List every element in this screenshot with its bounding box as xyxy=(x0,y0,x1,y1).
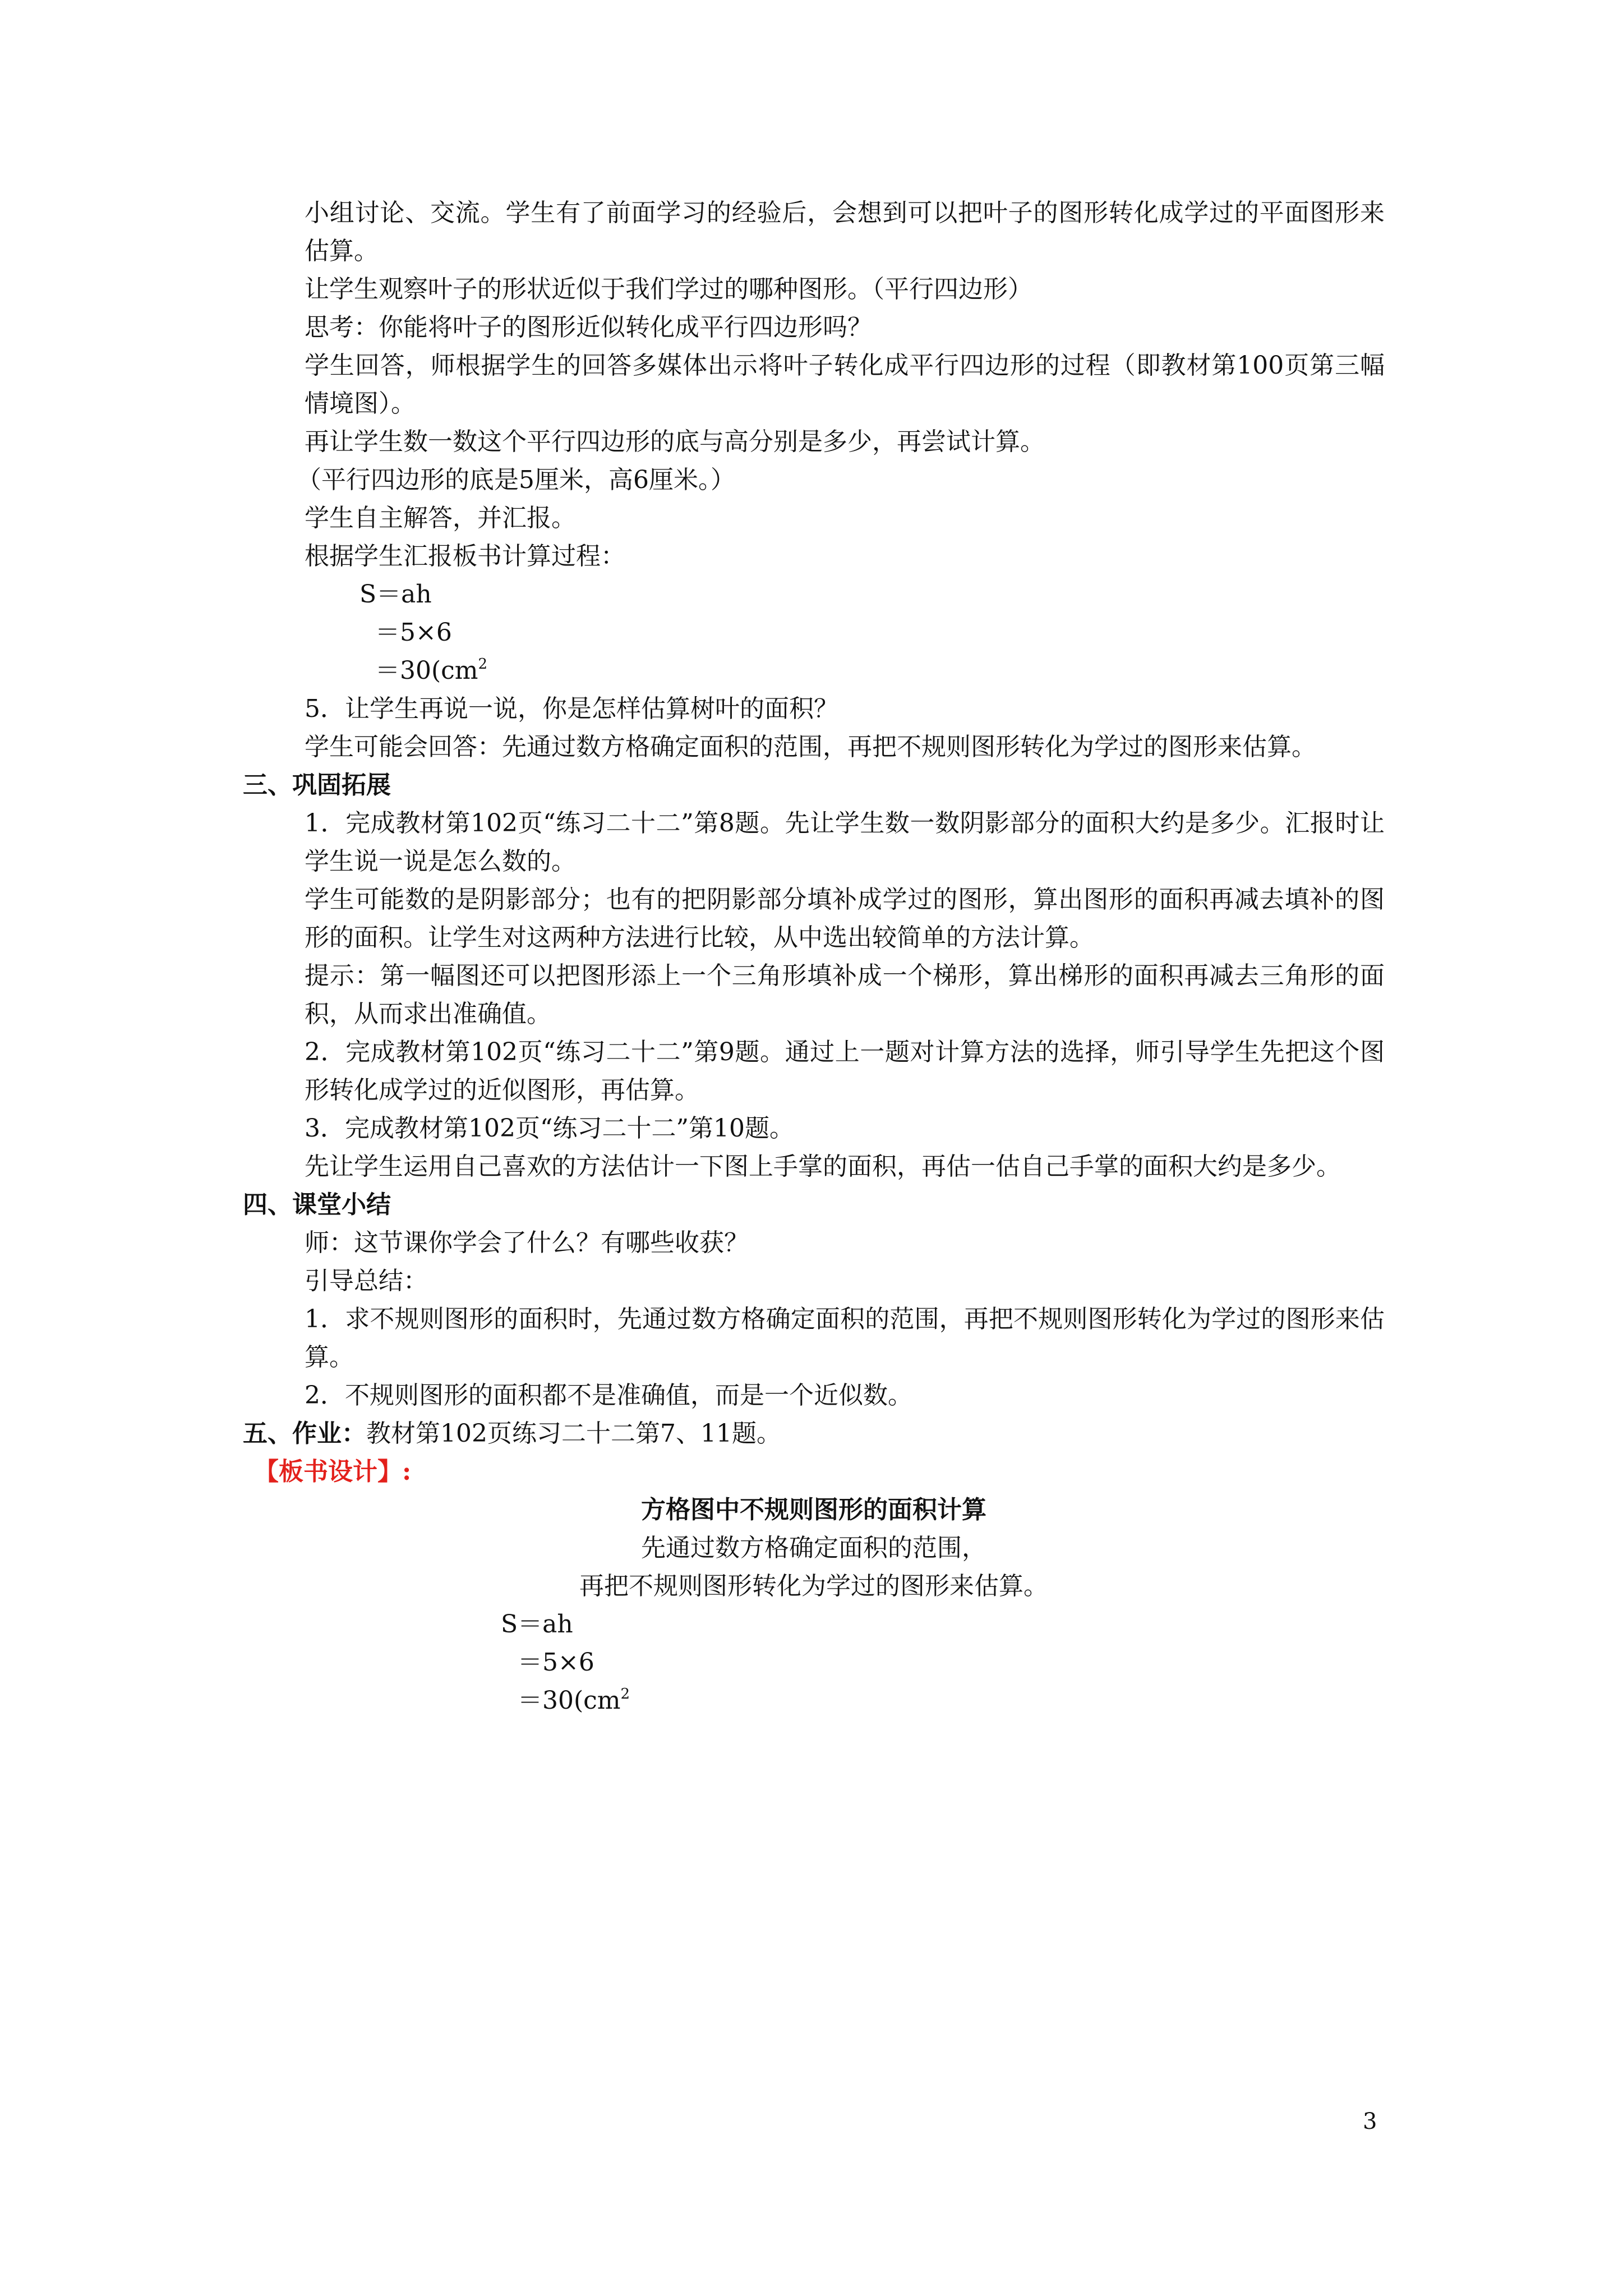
section-heading: 四、课堂小结 xyxy=(243,1190,391,1219)
superscript: 2 xyxy=(620,1686,630,1703)
paragraph: 学生可能会回答：先通过数方格确定面积的范围，再把不规则图形转化为学过的图形来估算。 xyxy=(305,733,1316,761)
paragraph: 师：这节课你学会了什么？有哪些收获？ xyxy=(305,1228,749,1257)
paragraph: （平行四边形的底是5厘米，高6厘米。） xyxy=(297,466,735,494)
paragraph: 小组讨论、交流。学生有了前面学习的经验后，会想到可以把叶子的图形转化成学过的平面图形来估算。 xyxy=(305,199,1385,265)
formula-line: ＝5×6 xyxy=(375,618,452,647)
board-title: 方格图中不规则图形的面积计算 xyxy=(641,1496,986,1524)
board-formula: S＝ah xyxy=(501,1610,573,1639)
board-line: 再把不规则图形转化为学过的图形来估算。 xyxy=(579,1572,1048,1600)
superscript: 2 xyxy=(478,656,488,673)
paragraph: 学生可能数的是阴影部分；也有的把阴影部分填补成学过的图形，算出图形的面积再减去填补的图形的面积。让学生对这两种方法进行比较，从中选出较简单的方法计算。 xyxy=(305,885,1385,952)
formula-line xyxy=(243,652,1385,690)
paragraph: 让学生观察叶子的形状近似于我们学过的哪种图形。（平行四边形） xyxy=(305,275,1032,303)
board-line: 先通过数方格确定面积的范围， xyxy=(641,1534,986,1562)
document-body xyxy=(243,194,1385,1720)
paragraph: 5．让学生再说一说，你是怎样估算树叶的面积？ xyxy=(305,694,838,723)
formula-text: ＝30(cm xyxy=(518,1686,621,1715)
paragraph: 提示：第一幅图还可以把图形添上一个三角形填补成一个梯形，算出梯形的面积再减去三角形的面积，从而求出准确值。 xyxy=(305,961,1385,1028)
paragraph: 学生自主解答，并汇报。 xyxy=(305,504,576,532)
paragraph: 先让学生运用自己喜欢的方法估计一下图上手掌的面积，再估一估自己手掌的面积大约是多少。 xyxy=(305,1152,1341,1181)
paragraph: 再让学生数一数这个平行四边形的底与高分别是多少，再尝试计算。 xyxy=(305,427,1045,456)
formula-text: ＝30(cm xyxy=(375,656,478,685)
paragraph: 学生回答，师根据学生的回答多媒体出示将叶子转化成平行四边形的过程（即教材第100页第三幅情境图）。 xyxy=(305,351,1385,418)
paragraph: 1．完成教材第102页“练习二十二”第8题。先让学生数一数阴影部分的面积大约是多少。汇报时让学生说一说是怎么数的。 xyxy=(305,809,1385,876)
section-heading: 五、作业： xyxy=(243,1419,366,1448)
board-design-label: 【板书设计】: xyxy=(254,1457,412,1486)
paragraph: 思考：你能将叶子的图形近似转化成平行四边形吗？ xyxy=(305,313,872,342)
page-number: 3 xyxy=(1363,2109,1377,2134)
formula-line: S＝ah xyxy=(359,580,432,609)
paragraph: 1．求不规则图形的面积时，先通过数方格确定面积的范围，再把不规则图形转化为学过的图形来估算。 xyxy=(305,1305,1385,1372)
homework-text: 教材第102页练习二十二第7、11题。 xyxy=(366,1419,781,1448)
paragraph: 根据学生汇报板书计算过程： xyxy=(305,542,625,570)
paragraph: 2．完成教材第102页“练习二十二”第9题。通过上一题对计算方法的选择，师引导学生先把这个图形转化成学过的近似图形，再估算。 xyxy=(305,1038,1385,1105)
paragraph: 引导总结： xyxy=(305,1267,428,1295)
board-formula xyxy=(243,1682,1385,1720)
board-formula: ＝5×6 xyxy=(518,1648,594,1677)
homework-line xyxy=(243,1415,1385,1453)
paragraph: 2．不规则图形的面积都不是准确值，而是一个近似数。 xyxy=(305,1381,912,1410)
paragraph: 3．完成教材第102页“练习二十二”第10题。 xyxy=(305,1114,794,1143)
section-heading: 三、巩固拓展 xyxy=(243,771,391,799)
